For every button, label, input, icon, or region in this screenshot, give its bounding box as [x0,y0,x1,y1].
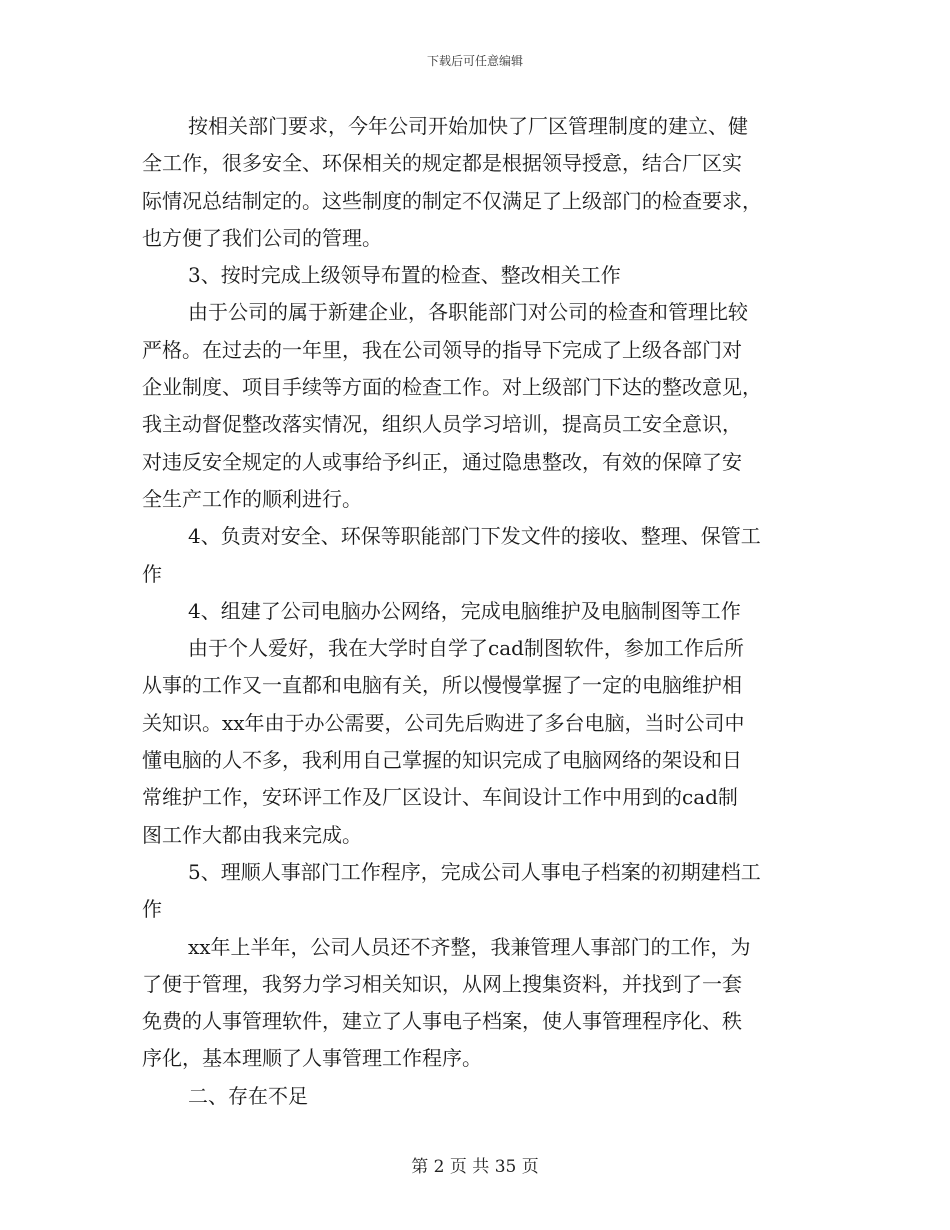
text-line: 由于公司的属于新建企业，各职能部门对公司的检查和管理比较 [188,300,748,325]
text-line: 二、存在不足 [188,1083,308,1108]
text-line: 也方便了我们公司的管理。 [142,225,382,250]
text-line: 由于个人爱好，我在大学时自学了cad制图软件，参加工作后所 [188,636,744,661]
text-line: 作 [142,561,162,586]
text-line: xx年上半年，公司人员还不齐整，我兼管理人事部门的工作，为 [188,934,751,959]
text-line: 际情况总结制定的。这些制度的制定不仅满足了上级部门的检查要求， [142,188,762,213]
text-line: 严格。在过去的一年里，我在公司领导的指导下完成了上级各部门对 [142,337,742,362]
text-line: 了便于管理，我努力学习相关知识，从网上搜集资料，并找到了一套 [142,971,742,996]
page-header: 下载后可任意编辑 [426,54,523,68]
text-line: 常维护工作，安环评工作及厂区设计、车间设计工作中用到的cad制 [142,785,738,810]
text-line: 序化，基本理顺了人事管理工作程序。 [142,1046,482,1071]
text-line: 对违反安全规定的人或事给予纠正，通过隐患整改，有效的保障了安 [142,449,742,474]
text-line: 企业制度、项目手续等方面的检查工作。对上级部门下达的整改意见， [142,375,762,400]
text-line: 4、组建了公司电脑办公网络，完成电脑维护及电脑制图等工作 [188,598,741,623]
document-body [142,108,812,1115]
text-line: 5、理顺人事部门工作程序，完成公司人事电子档案的初期建档工 [188,859,761,884]
text-line: 3、按时完成上级领导布置的检查、整改相关工作 [188,263,621,288]
text-line: 免费的人事管理软件，建立了人事电子档案，使人事管理程序化、秩 [142,1009,742,1034]
text-line: 作 [142,897,162,922]
text-line: 关知识。xx年由于办公需要，公司先后购进了多台电脑，当时公司中 [142,710,745,735]
text-line: 全工作，很多安全、环保相关的规定都是根据领导授意，结合厂区实 [142,151,742,176]
page-footer: 第 2 页 共 35 页 [411,1157,539,1177]
text-line: 按相关部门要求，今年公司开始加快了厂区管理制度的建立、健 [188,114,748,138]
text-line: 图工作大都由我来完成。 [142,822,362,847]
text-line: 4、负责对安全、环保等职能部门下发文件的接收、整理、保管工 [188,524,761,549]
text-line: 懂电脑的人不多，我利用自己掌握的知识完成了电脑网络的架设和日 [142,748,742,773]
text-line: 全生产工作的顺利进行。 [142,486,362,511]
text-line: 从事的工作又一直都和电脑有关，所以慢慢掌握了一定的电脑维护相 [142,673,742,698]
text-line: 我主动督促整改落实情况，组织人员学习培训，提高员工安全意识， [142,412,742,437]
